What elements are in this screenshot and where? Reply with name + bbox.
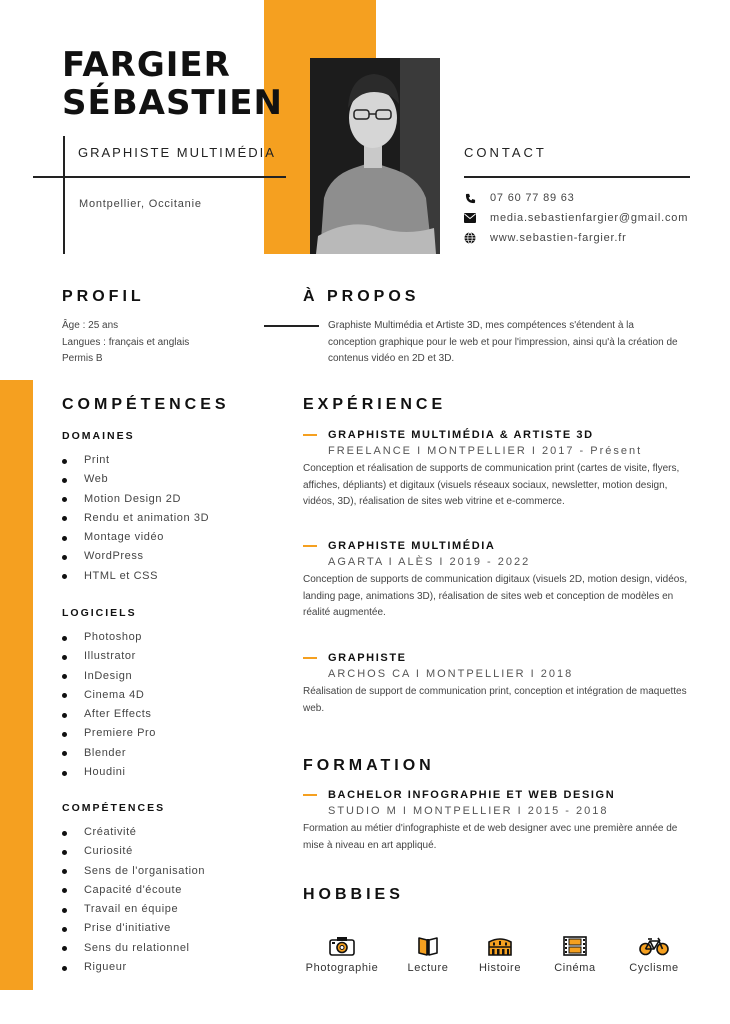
apropos-divider (264, 325, 319, 327)
hobby-label: Cinéma (554, 962, 596, 974)
list-item: InDesign (62, 667, 156, 686)
profil-license: Permis B (62, 353, 103, 364)
last-name: FARGIER (62, 45, 231, 85)
job-entry-meta: ARCHOS CA I MONTPELLIER I 2018 (328, 668, 574, 680)
list-item: Web (62, 470, 209, 489)
hobbies-title: HOBBIES (303, 886, 404, 903)
list-item: Cinema 4D (62, 686, 156, 705)
list-item: Curiosité (62, 842, 205, 861)
job-entry (303, 652, 693, 717)
orange-dash (303, 794, 317, 796)
profil-details (62, 318, 189, 368)
hobby-cyclisme (622, 936, 686, 974)
logiciels-list (62, 628, 156, 782)
camera-icon (329, 936, 355, 956)
formation-entry-description: Formation au métier d'infographiste et de web designer avec une première année de mise à niveau en art appliqué. (303, 823, 678, 851)
website-url[interactable]: www.sebastien-fargier.fr (490, 232, 627, 244)
first-name: SÉBASTIEN (62, 83, 283, 123)
list-item: Rendu et animation 3D (62, 509, 209, 528)
experience-title: EXPÉRIENCE (303, 396, 447, 413)
apropos-text: Graphiste Multimédia et Artiste 3D, mes compétences s'étendent à la conception graphique pour le web et pour l'impression, ainsi qu'à la création de contenus vidéo en 2D et 3D. (328, 320, 678, 364)
location: Montpellier, Occitanie (79, 198, 202, 210)
formation-entry (303, 789, 693, 854)
job-entry (303, 429, 693, 511)
job-entry-title: GRAPHISTE MULTIMÉDIA (328, 540, 496, 552)
divider-vertical (63, 136, 65, 254)
list-item: Créativité (62, 823, 205, 842)
list-item: HTML et CSS (62, 567, 209, 586)
globe-icon (464, 232, 476, 244)
job-entry-meta: AGARTA I ALÈS I 2019 - 2022 (328, 556, 531, 568)
job-entry (303, 540, 693, 622)
hobby-label: Histoire (478, 962, 522, 974)
hobby-label: Photographie (305, 962, 379, 974)
list-item: WordPress (62, 547, 209, 566)
hobby-cinema (545, 936, 605, 974)
hobby-histoire (470, 936, 530, 974)
hobby-photographie (302, 936, 382, 974)
film-icon (563, 936, 587, 956)
job-entry-meta: FREELANCE I MONTPELLIER I 2017 - Présent (328, 445, 643, 457)
profil-age: Âge : 25 ans (62, 320, 119, 331)
formation-entry-title: BACHELOR INFOGRAPHIE ET WEB DESIGN (328, 789, 616, 801)
list-item: Sens de l'organisation (62, 862, 205, 881)
list-item: Houdini (62, 763, 156, 782)
job-entry-description: Conception de supports de communication digitaux (visuels 2D, motion design, vidéos, landing page, animations 3D), réalisation de sites web et conception de modèles en réalité augmentée. (303, 574, 688, 618)
list-item: Sens du relationnel (62, 939, 205, 958)
list-item: Illustrator (62, 647, 156, 666)
orange-accent-bar-left (0, 380, 33, 990)
orange-dash (303, 434, 317, 436)
list-item: Prise d'initiative (62, 919, 205, 938)
colosseum-icon (487, 936, 513, 956)
contact-title: CONTACT (464, 145, 547, 160)
orange-dash (303, 545, 317, 547)
hobby-label: Lecture (407, 962, 449, 974)
job-entry-title: GRAPHISTE (328, 652, 407, 664)
contact-phone (464, 192, 575, 204)
competences-title: COMPÉTENCES (62, 396, 230, 413)
bicycle-icon (639, 936, 669, 956)
job-entry-description: Réalisation de support de communication print, conception et intégration de maquettes web. (303, 686, 687, 714)
orange-dash (303, 657, 317, 659)
list-item: Montage vidéo (62, 528, 209, 547)
contact-email (464, 212, 688, 224)
soft-skills-list (62, 823, 205, 977)
soft-skills-title: COMPÉTENCES (62, 802, 166, 814)
envelope-icon (464, 212, 476, 224)
formation-title: FORMATION (303, 757, 435, 774)
logiciels-title: LOGICIELS (62, 607, 137, 619)
divider-horizontal (33, 176, 286, 178)
list-item: Print (62, 451, 209, 470)
email-address[interactable]: media.sebastienfargier@gmail.com (490, 212, 689, 224)
list-item: Motion Design 2D (62, 490, 209, 509)
list-item: Photoshop (62, 628, 156, 647)
apropos-title: À PROPOS (303, 288, 420, 305)
list-item: Blender (62, 744, 156, 763)
contact-divider (464, 176, 690, 178)
hobby-lecture (398, 936, 458, 974)
phone-number[interactable]: 07 60 77 89 63 (490, 192, 575, 204)
domaines-title: DOMAINES (62, 430, 135, 442)
profile-photo (310, 58, 440, 254)
list-item: After Effects (62, 705, 156, 724)
contact-website (464, 232, 627, 244)
list-item: Premiere Pro (62, 724, 156, 743)
full-name (62, 46, 283, 122)
hobby-label: Cyclisme (629, 962, 679, 974)
list-item: Capacité d'écoute (62, 881, 205, 900)
list-item: Rigueur (62, 958, 205, 977)
job-entry-description: Conception et réalisation de supports de communication print (cartes de visite, flyers, affiches, dépliants) et digitaux (visuels réseaux sociaux, newsletter, motion design, vidéos, 3D), réalisation de sites web vitrine et e-commerce. (303, 463, 680, 507)
phone-icon (464, 192, 476, 204)
domaines-list (62, 451, 209, 586)
job-entry-title: GRAPHISTE MULTIMÉDIA & ARTISTE 3D (328, 429, 594, 441)
profil-title: PROFIL (62, 288, 145, 305)
formation-entry-meta: STUDIO M I MONTPELLIER I 2015 - 2018 (328, 805, 609, 817)
job-title: GRAPHISTE MULTIMÉDIA (78, 145, 276, 160)
profil-languages: Langues : français et anglais (62, 336, 190, 348)
list-item: Travail en équipe (62, 900, 205, 919)
book-icon (417, 936, 439, 956)
